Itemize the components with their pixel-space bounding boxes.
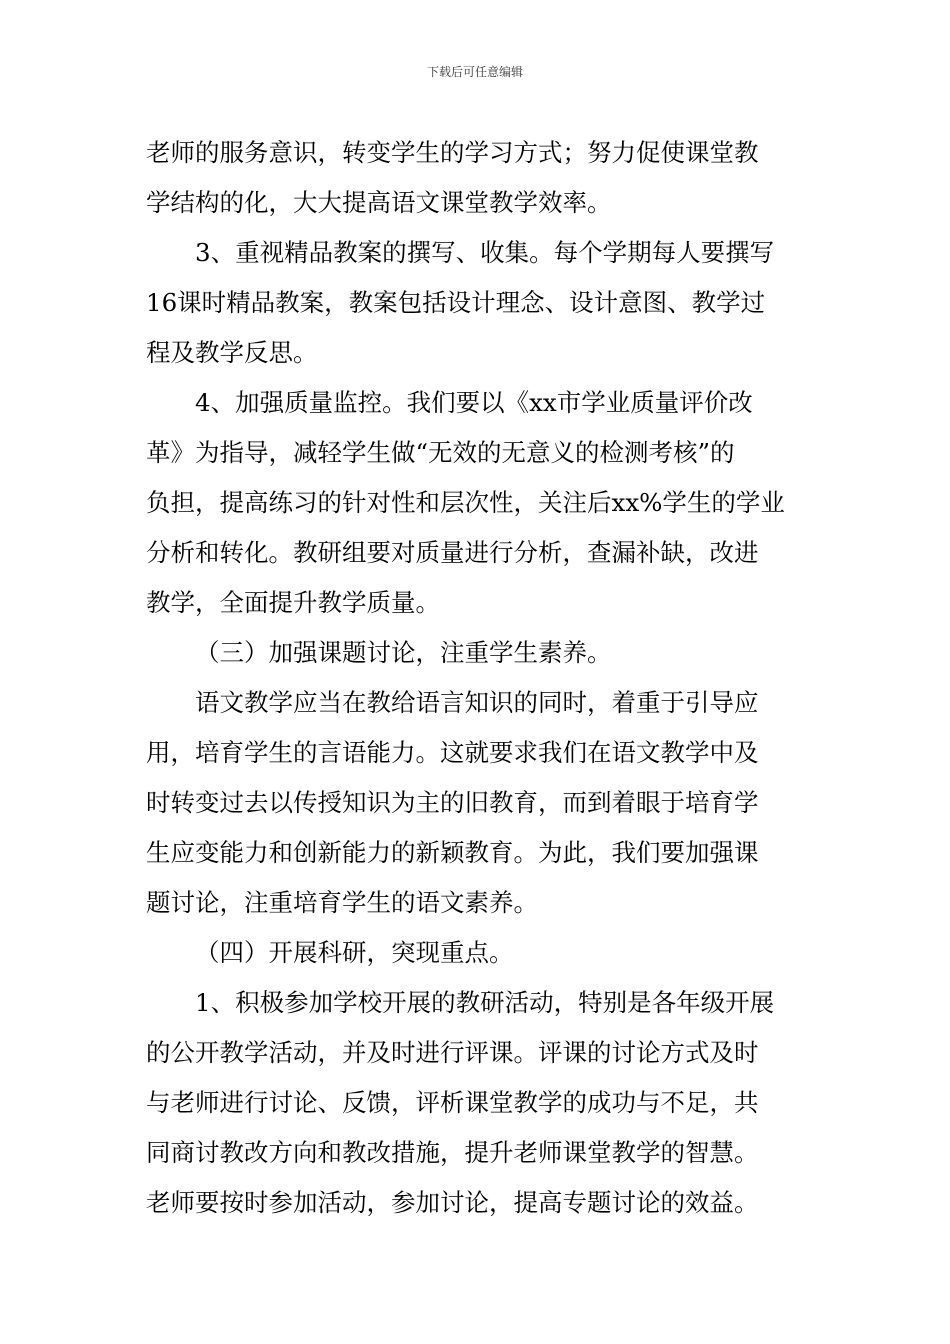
text-line: 学结构的化，大大提高语文课堂教学效率。 [146,188,612,217]
text-line: 题讨论，注重培育学生的语文素养。 [146,888,538,917]
paragraph-start-line: 语文教学应当在教给语言知识的同时，着重于引导应 [195,688,759,717]
text-line: 与老师进行讨论、反馈，评析课堂教学的成功与不足，共 [146,1088,759,1117]
text-line: 教学，全面提升教学质量。 [146,588,440,617]
document-body [146,128,806,1228]
page-header: 下载后可任意编辑 [426,65,523,79]
text-line: 时转变过去以传授知识为主的旧教育，而到着眼于培育学 [146,788,759,817]
text-line: 分析和转化。教研组要对质量进行分析，查漏补缺，改进 [146,538,759,567]
text-line: 的公开教学活动，并及时进行评课。评课的讨论方式及时 [146,1038,759,1067]
text-line: 程及教学反思。 [146,338,318,367]
paragraph-start-line: 3、重视精品教案的撰写、收集。每个学期每人要撰写 [195,238,775,267]
text-line: 负担，提高练习的针对性和层次性，关注后xx%学生的学业 [146,488,785,517]
section-heading: （三）加强课题讨论，注重学生素养。 [195,638,612,667]
text-line: 用，培育学生的言语能力。这就要求我们在语文教学中及 [146,738,759,767]
section-heading: （四）开展科研，突现重点。 [195,938,514,967]
text-line: 16课时精品教案，教案包括设计理念、设计意图、教学过 [146,288,766,317]
text-line: 老师的服务意识，转变学生的学习方式；努力促使课堂教 [146,138,759,167]
text-line: 老师要按时参加活动，参加讨论，提高专题讨论的效益。 [146,1188,759,1217]
text-line: 革》为指导，减轻学生做“无效的无意义的检测考核”的 [146,438,735,467]
paragraph-start-line: 1、积极参加学校开展的教研活动，特别是各年级开展 [195,988,775,1017]
text-line: 同商讨教改方向和教改措施，提升老师课堂教学的智慧。 [146,1138,759,1167]
paragraph-start-line: 4、加强质量监控。我们要以《xx市学业质量评价改 [195,388,753,417]
text-line: 生应变能力和创新能力的新颖教育。为此，我们要加强课 [146,838,759,867]
